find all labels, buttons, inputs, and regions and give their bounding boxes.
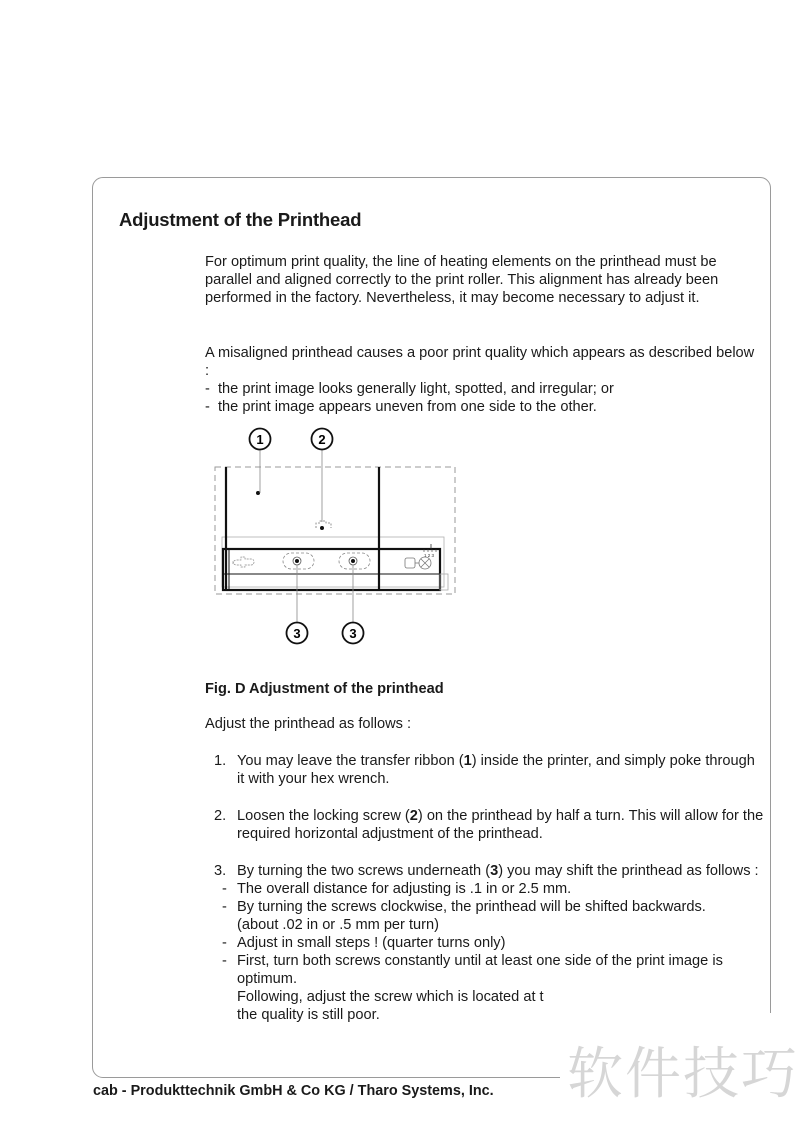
printhead-diagram-drawing [205,420,465,650]
callout-3-left [287,623,308,644]
svg-text:2: 2 [318,432,326,447]
intro-paragraph: For optimum print quality, the line of heating elements on the printhead must be parallel and aligned correctly to the print roller. This alignment has already been performed in the factory. Nevertheless, it may become necessary to adjust it. [205,254,719,306]
procedure-intro: Adjust the printhead as follows : [205,716,412,732]
sub-point: - The overall distance for adjusting is .1 in or 2.5 mm. [222,881,572,897]
callout-2 [312,429,333,450]
adjust-scale-label: 1 2 3 [424,553,435,558]
sub-point: - Adjust in small steps ! (quarter turns only) [222,935,506,951]
page-footer: cab - Produkttechnik GmbH & Co KG / Tharo Systems, Inc. [93,1083,494,1099]
callout-3-right [343,623,364,644]
symptoms-lead: A misaligned printhead causes a poor print quality which appears as described below : [205,345,755,379]
page-title: Adjustment of the Printhead [119,209,362,230]
figure-caption: Fig. D Adjustment of the printhead [205,681,444,697]
svg-text:1: 1 [256,432,264,447]
step-item: 1. You may leave the transfer ribbon (1) inside the printer, and simply poke through it with your hex wrench. [214,753,755,787]
sub-point: - By turning the screws clockwise, the printhead will be shifted backwards. (about .02 in or .5 mm per turn) [222,899,706,933]
step-item: 3. By turning the two screws underneath (3) you may shift the printhead as follows : - The overall distance for adjusting is .1 in or 2.5 mm. - By turning the screws clockwise, the printhead will be shifted backwards. (about .02 in or .5 mm per turn) - Adjust in small steps ! (quarter turns only) - First, turn both screws constantly until at least one side of the print image is optimum. Following, adjust the screw which is located at t the quality is still poor. [205,862,765,1024]
svg-text:3: 3 [349,626,357,641]
step-item: 2. Loosen the locking screw (2) on the printhead by half a turn. This will allow for the required horizontal adjustment of the printhead. [214,808,764,842]
svg-text:3: 3 [293,626,301,641]
procedure-steps [205,752,765,1024]
symptom-item: - the print image appears uneven from one side to the other. [205,399,597,415]
symptom-item: - the print image looks generally light, spotted, and irregular; or [205,381,614,397]
watermark: 软件技巧 [567,1042,799,1107]
printhead-diagram [205,420,465,650]
symptoms-paragraph [205,344,755,416]
sub-point: - First, turn both screws constantly until at least one side of the print image is optimum. Following, adjust the screw which is located at t the quality is still poor. [222,953,723,1023]
callout-1 [250,429,271,450]
